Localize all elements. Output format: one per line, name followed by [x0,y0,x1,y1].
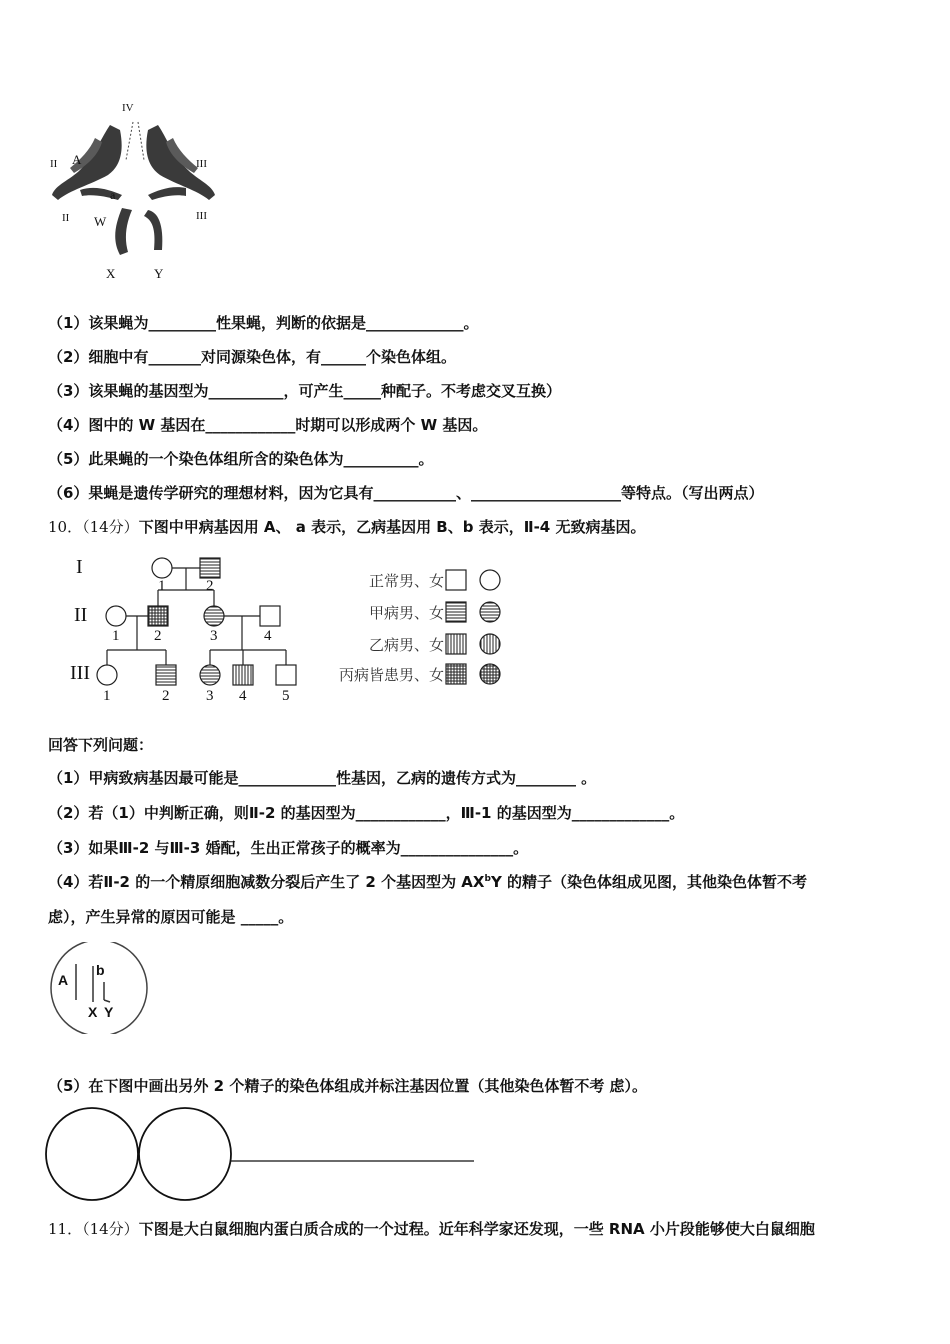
III-4-num: 4 [239,688,247,704]
label-iv: IV [122,102,134,114]
q10-number: 10．（14分） [48,518,139,536]
q10-sub-4-line2: 虑），产生异常的原因可能是 _____。 [48,908,294,926]
q11-stem-text: 下图是大白鼠细胞内蛋白质合成的一个过程。近年科学家还发现，一些 RNA 小片段能够使大白鼠细胞 [138,1220,815,1238]
q10-sub-5: （5）在下图中画出另外 2 个精子的染色体组成并标注基因位置（其他染色体暂不考 虑）。 [48,1077,648,1095]
q9-line-1: （1）该果蝇为_________性果蝇，判断的依据是_____________。 [48,314,479,332]
III-1-num: 1 [103,688,111,704]
label-gene-A: A [72,152,82,167]
sperm-cell-drawing [48,942,150,1034]
q10-sub-4-part1: （4）若Ⅱ-2 的一个精原细胞减数分裂后产生了 2 个基因型为 AX [48,873,485,891]
q10-sub-3: （3）如果Ⅲ-2 与Ⅲ-3 婚配，生出正常孩子的概率为_______________。 [48,839,529,857]
sperm-label-A: A [58,972,69,988]
III-1-female [97,665,117,685]
q10-sub-2: （2）若（1）中判断正确，则Ⅱ-2 的基因型为____________，Ⅲ-1 的基因型为_____________。 [48,804,685,822]
label-gene-a: a [110,188,116,202]
III-2-num: 2 [162,688,170,704]
I-2-male-jia [200,558,220,578]
empty-circles [44,1106,484,1202]
legend-jia-label: 甲病男、女 [368,604,444,622]
label-ii-upper: II [50,158,58,170]
legend-symbols [444,566,508,692]
q9-line-3: （3）该果蝇的基因型为__________，可产生_____种配子。不考虑交叉互换） [48,382,561,400]
label-gene-W: W [94,214,107,229]
III-5-num: 5 [282,688,290,704]
q9-line-6: （6）果蝇是遗传学研究的理想材料，因为它具有___________、____________________等特点。（写出两点） [48,484,764,502]
III-3-num: 3 [206,688,214,704]
gen-III-label: III [70,662,90,684]
legend-yi-label: 乙病男、女 [368,636,444,654]
II-2-num: 2 [154,628,162,644]
pedigree-chart [70,552,310,712]
I-2-num: 2 [206,578,214,594]
II-1-num: 1 [112,628,120,644]
label-x: X [106,266,116,281]
III-3-female-jia [200,665,220,685]
label-y: Y [154,266,164,281]
q10-prompt: 回答下列问题： [48,736,154,754]
II-3-female-jia [204,606,224,626]
gen-II-label: II [74,604,88,626]
sperm-label-Y: Y [104,1004,114,1020]
q11-number: 11．（14分） [48,1220,139,1238]
II-1-female [106,606,126,626]
q10-sub-1: （1）甲病致病基因最可能是_____________性基因，乙病的遗传方式为________ 。 [48,769,597,787]
fly-chromosome-figure [40,100,230,290]
drawing-area[interactable] [44,1106,484,1202]
q9-line-2: （2）细胞中有_______对同源染色体，有______个染色体组。 [48,348,456,366]
II-4-male [260,606,280,626]
legend-normal-label: 正常男、女 [368,572,444,590]
q10-sub-4-sup: b [484,874,491,884]
q9-line-4: （4）图中的 W 基因在____________时期可以形成两个 W 基因。 [48,416,488,434]
q9-line-5: （5）此果蝇的一个染色体组所含的染色体为__________。 [48,450,434,468]
III-4-male-yi [233,665,253,685]
sperm-label-b: b [96,962,105,978]
label-iii-upper: III [196,158,207,170]
label-ii-lower: II [62,212,70,224]
I-1-female [152,558,172,578]
III-5-male [276,665,296,685]
fly-chromosome-drawing [40,100,230,290]
III-2-male-jia [156,665,176,685]
legend-both-label: 丙病皆患男、女 [338,666,444,684]
II-3-num: 3 [210,628,218,644]
II-2-male-both [148,606,168,626]
I-1-num: 1 [158,578,166,594]
sperm-cell-figure [48,942,150,1034]
sperm-label-X: X [88,1004,98,1020]
gen-I-label: I [76,556,83,578]
q10-sub-4-part2: Y 的精子（染色体组成见图，其他染色体暂不考 [490,873,808,891]
label-iii-lower: III [196,210,207,222]
q10-stem [48,516,645,537]
II-4-num: 4 [264,628,272,644]
q11-stem [48,1218,815,1239]
q10-stem-text: 下图中甲病基因用 A、 a 表示，乙病基因用 B、b 表示，Ⅱ-4 无致病基因。 [138,518,646,536]
pedigree-legend [308,566,508,692]
q10-sub-4 [48,871,807,892]
